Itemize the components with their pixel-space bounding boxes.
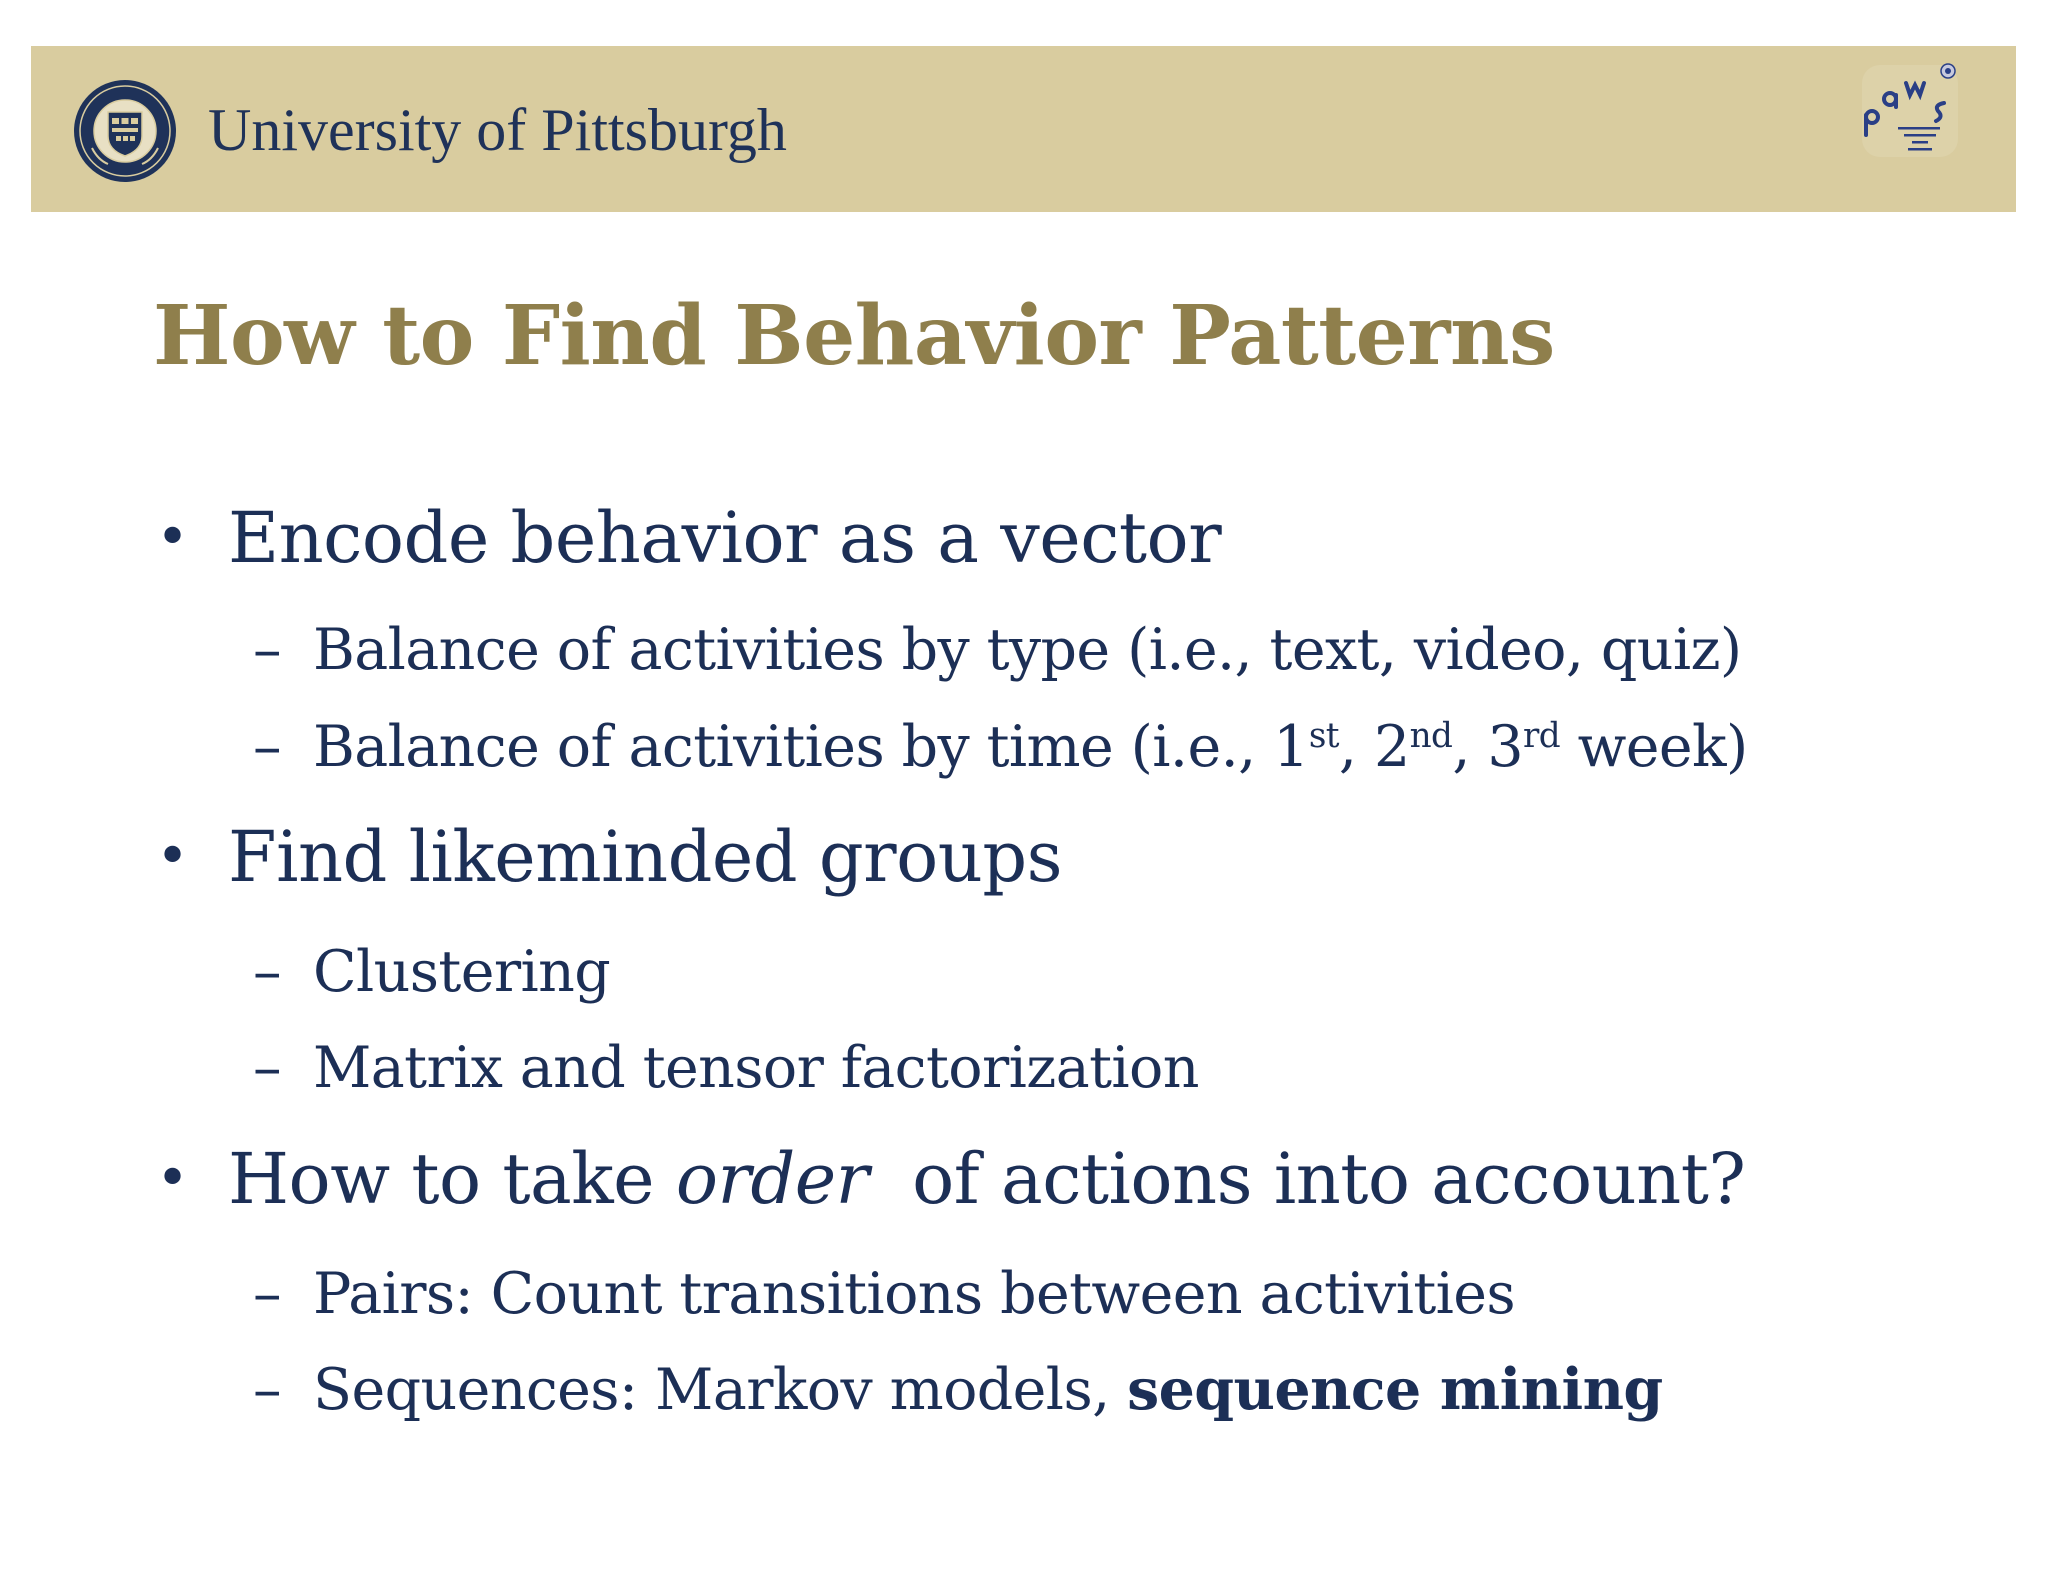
sub-bullet-pairs bbox=[253, 1259, 1516, 1329]
ordinal-number: 1 bbox=[1273, 714, 1309, 780]
sub-bullet-dash: – bbox=[253, 617, 281, 683]
bullet-encode-behavior bbox=[156, 496, 1222, 580]
sub-bullet-dash: – bbox=[253, 1261, 281, 1327]
bullet-text: Find likeminded groups bbox=[228, 816, 1063, 898]
sub-bullet-dash: – bbox=[253, 1035, 281, 1101]
sub-bullet-dash: – bbox=[253, 939, 281, 1005]
bold-sequence-mining: sequence mining bbox=[1127, 1356, 1663, 1423]
bullet-text: Encode behavior as a vector bbox=[228, 497, 1222, 579]
ordinal-number: 3 bbox=[1487, 714, 1524, 780]
separator: , bbox=[1338, 714, 1374, 780]
sub-bullet-text: Clustering bbox=[313, 939, 611, 1005]
sub-bullet-text-prefix: Sequences: Markov models, bbox=[313, 1357, 1128, 1423]
slide-title: How to Find Behavior Patterns bbox=[153, 288, 1555, 384]
sub-bullet-balance-type bbox=[253, 615, 1742, 685]
sub-bullet-dash: – bbox=[253, 1357, 281, 1423]
ordinal-number: 2 bbox=[1373, 714, 1410, 780]
sub-bullet-sequences bbox=[253, 1355, 1663, 1425]
sub-bullet-clustering bbox=[253, 937, 611, 1007]
emphasis-order: order bbox=[675, 1138, 869, 1220]
sub-bullet-text-suffix: week) bbox=[1560, 714, 1748, 780]
bullet-order-of-actions bbox=[156, 1137, 1746, 1221]
sub-bullet-dash: – bbox=[253, 714, 281, 780]
bullet-text-suffix: of actions into account? bbox=[868, 1138, 1746, 1220]
bullet-dot: • bbox=[156, 824, 189, 889]
sub-bullet-text: Balance of activities by type (i.e., text, video, quiz) bbox=[313, 617, 1742, 683]
ordinal-suffix: st bbox=[1308, 716, 1339, 757]
ordinal-suffix: nd bbox=[1409, 716, 1453, 757]
bullet-text-prefix: How to take bbox=[228, 1138, 676, 1220]
bullet-dot: • bbox=[156, 1146, 189, 1211]
sub-bullet-text: Matrix and tensor factorization bbox=[313, 1035, 1199, 1101]
bullet-likeminded-groups bbox=[156, 815, 1063, 899]
sub-bullet-text-prefix: Balance of activities by time (i.e., bbox=[313, 714, 1274, 780]
sub-bullet-text: Pairs: Count transitions between activities bbox=[313, 1261, 1516, 1327]
sub-bullet-factorization bbox=[253, 1033, 1199, 1103]
sub-bullet-balance-time bbox=[253, 712, 1748, 782]
ordinal-suffix: rd bbox=[1523, 716, 1561, 757]
separator: , bbox=[1452, 714, 1488, 780]
bullet-dot: • bbox=[156, 505, 189, 570]
university-name: University of Pittsburgh bbox=[208, 97, 787, 163]
